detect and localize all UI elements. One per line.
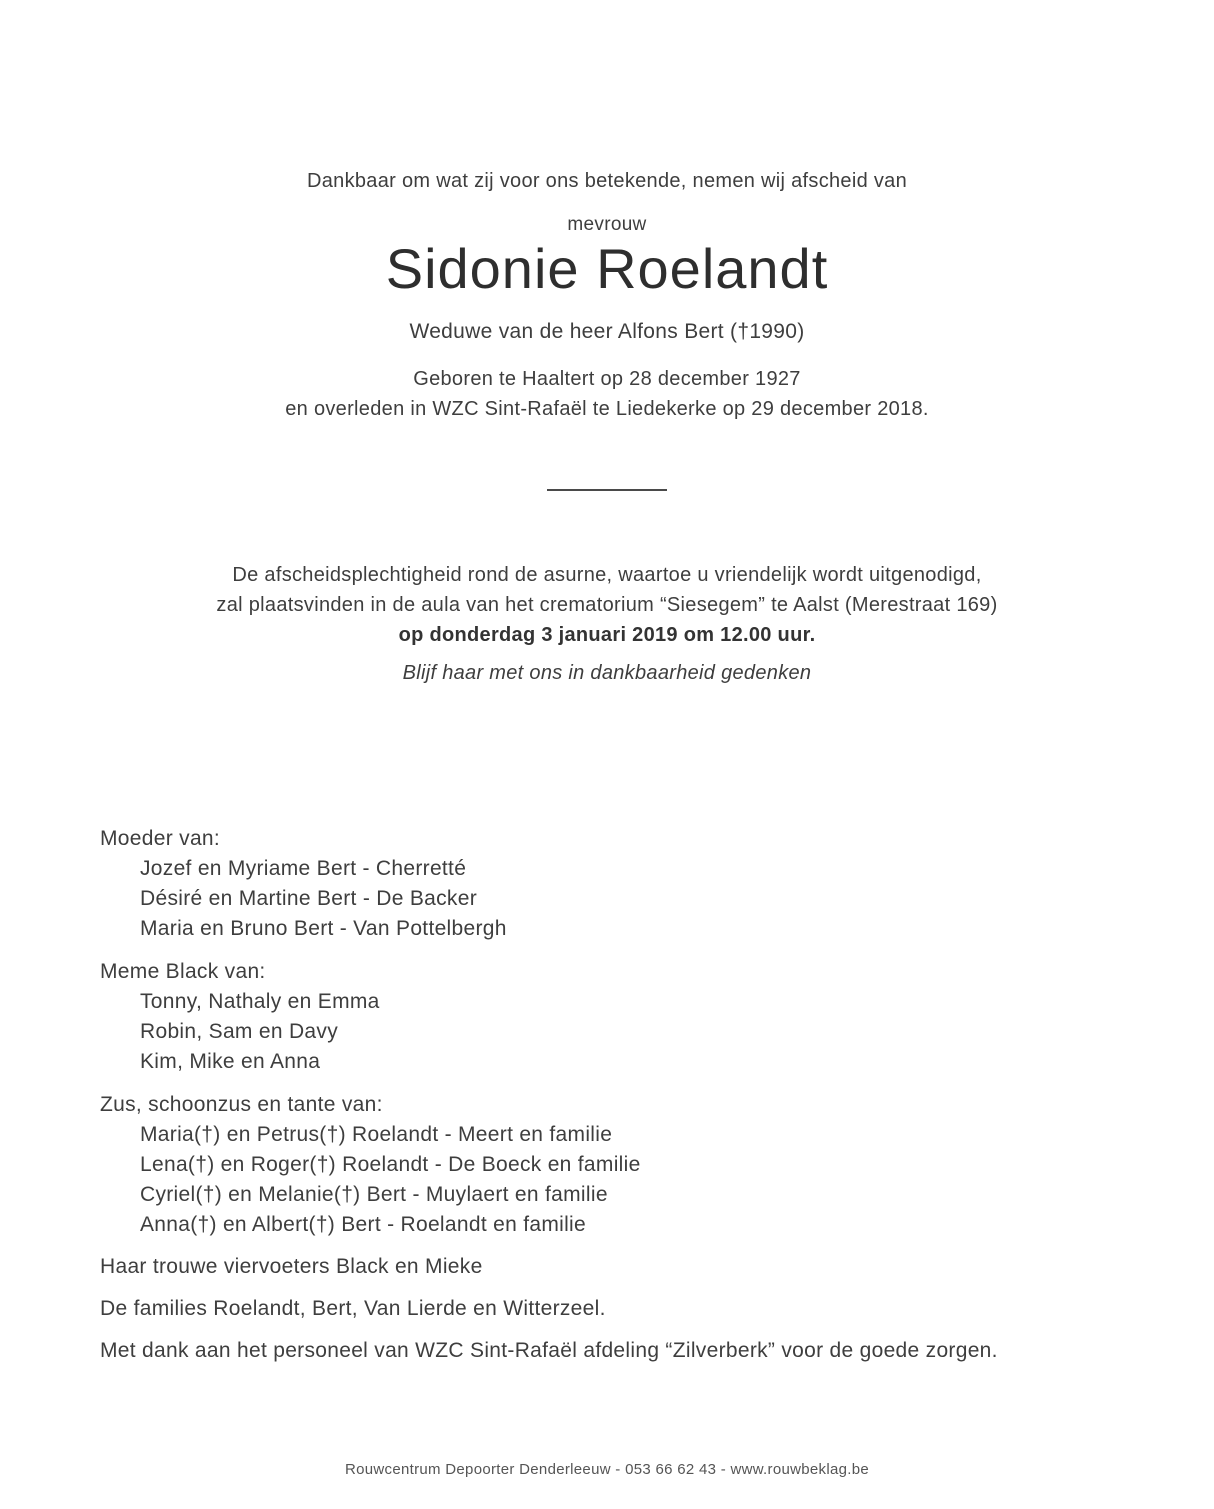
ceremony-datetime: op donderdag 3 januari 2019 om 12.00 uur. xyxy=(398,624,816,646)
family-member: Maria en Bruno Bert - Van Pottelbergh xyxy=(140,917,507,940)
ceremony-line-1: De afscheidsplechtigheid rond de asurne, waartoe u vriendelijk wordt uitgenodigd, xyxy=(232,564,982,586)
family-sections xyxy=(100,824,1134,1240)
family-member: Cyriel(†) en Melanie(†) Bert - Muylaert en familie xyxy=(140,1183,608,1206)
family-block xyxy=(100,824,1134,1366)
remembrance-line: Blijf haar met ons in dankbaarheid gedenken xyxy=(402,662,812,684)
ceremony-line-2: zal plaatsvinden in de aula van het crematorium “Siesegem” te Aalst (Merestraat 169) xyxy=(216,594,998,616)
closing-line: Haar trouwe viervoeters Black en Mieke xyxy=(100,1255,483,1278)
widow-line: Weduwe van de heer Alfons Bert (†1990) xyxy=(409,320,805,343)
closing-line: De families Roelandt, Bert, Van Lierde en Witterzeel. xyxy=(100,1297,606,1320)
family-section-label: Zus, schoonzus en tante van: xyxy=(100,1093,383,1116)
birth-line: Geboren te Haaltert op 28 december 1927 xyxy=(413,368,801,390)
deceased-name: Sidonie Roelandt xyxy=(385,237,829,300)
family-member: Maria(†) en Petrus(†) Roelandt - Meert en familie xyxy=(140,1123,613,1146)
family-member: Lena(†) en Roger(†) Roelandt - De Boeck en familie xyxy=(140,1153,641,1176)
intro-line: Dankbaar om wat zij voor ons betekende, nemen wij afscheid van xyxy=(306,170,908,192)
closing-line: Met dank aan het personeel van WZC Sint-Rafaël afdeling “Zilverberk” voor de goede zorgen. xyxy=(100,1339,998,1362)
family-member: Jozef en Myriame Bert - Cherretté xyxy=(140,857,467,880)
birth-death-block xyxy=(0,364,1214,424)
death-line: en overleden in WZC Sint-Rafaël te Liedekerke op 29 december 2018. xyxy=(285,398,929,420)
family-member: Kim, Mike en Anna xyxy=(140,1050,321,1073)
footer-line: Rouwcentrum Depoorter Denderleeuw - 053 66 62 43 - www.rouwbeklag.be xyxy=(344,1461,869,1478)
family-section-label: Moeder van: xyxy=(100,827,221,850)
ceremony-block xyxy=(0,560,1214,650)
family-member: Tonny, Nathaly en Emma xyxy=(140,990,380,1013)
family-member: Anna(†) en Albert(†) Bert - Roelandt en familie xyxy=(140,1213,586,1236)
family-section-label: Meme Black van: xyxy=(100,960,266,983)
family-section xyxy=(100,824,1134,944)
family-member: Désiré en Martine Bert - De Backer xyxy=(140,887,477,910)
divider-rule xyxy=(547,489,667,491)
salutation-line: mevrouw xyxy=(567,214,647,235)
family-section xyxy=(100,957,1134,1077)
closing-lines xyxy=(100,1252,1134,1366)
family-section xyxy=(100,1090,1134,1240)
family-member: Robin, Sam en Davy xyxy=(140,1020,338,1043)
